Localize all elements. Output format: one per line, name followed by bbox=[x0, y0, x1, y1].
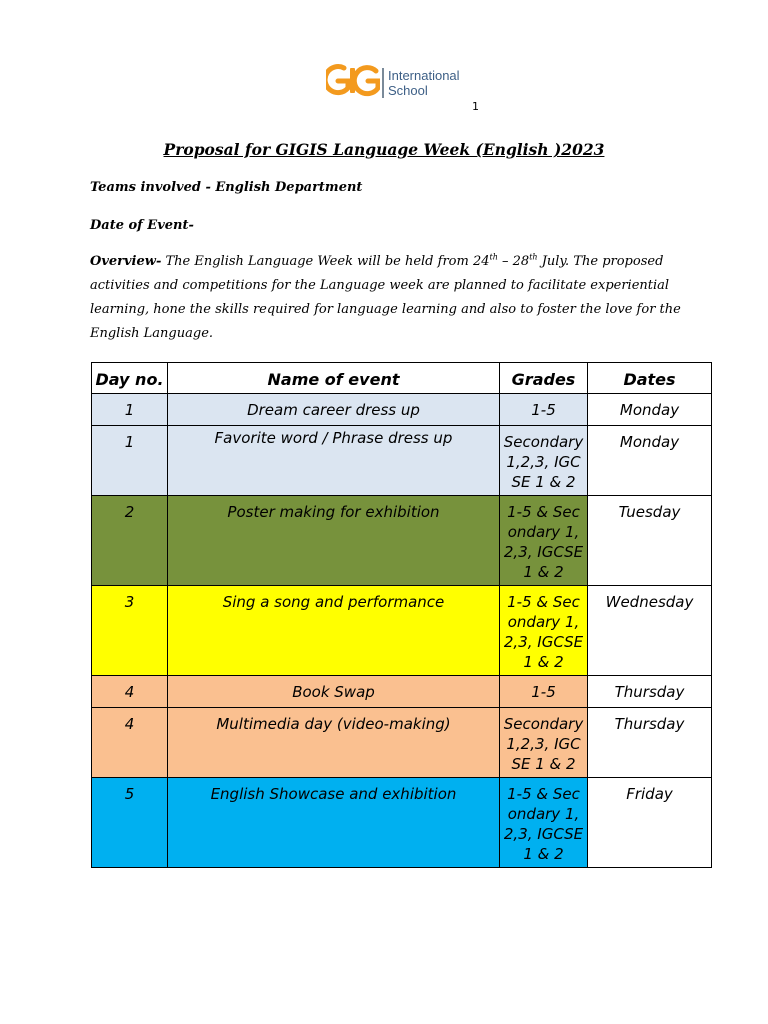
cell-day: 1 bbox=[92, 426, 168, 496]
cell-date: Thursday bbox=[588, 708, 712, 778]
cell-grades: Secondary 1,2,3, IGCSE 1 & 2 bbox=[500, 708, 588, 778]
overview-label: Overview- bbox=[90, 254, 162, 269]
document-title: Proposal for GIGIS Language Week (English )2023 bbox=[163, 140, 605, 159]
table-row bbox=[92, 394, 712, 426]
teams-value: English Department bbox=[210, 180, 363, 195]
overview-sup-1: th bbox=[489, 252, 498, 262]
cell-date: Tuesday bbox=[588, 496, 712, 586]
cell-day: 5 bbox=[92, 778, 168, 868]
cell-day: 1 bbox=[92, 394, 168, 426]
cell-grades: 1-5 & Secondary 1,2,3, IGCSE 1 & 2 bbox=[500, 778, 588, 868]
overview-text-3: July. The proposed activities and competitions for the Language week are planned to facilitate experiential learning, hone the skills required for language learning and also to foster the love for the English Language. bbox=[90, 254, 681, 341]
logo-line-1: International bbox=[388, 68, 460, 83]
overview-text-2: – 28 bbox=[497, 254, 530, 269]
cell-event: Poster making for exhibition bbox=[168, 496, 500, 586]
logo-wordmark bbox=[388, 68, 460, 98]
logo-line-2: School bbox=[388, 83, 428, 98]
logo-divider bbox=[382, 68, 384, 98]
cell-event: Multimedia day (video-making) bbox=[168, 708, 500, 778]
table-row bbox=[92, 426, 712, 496]
cell-event: Dream career dress up bbox=[168, 394, 500, 426]
school-logo bbox=[326, 62, 466, 104]
cell-grades: Secondary 1,2,3, IGCSE 1 & 2 bbox=[500, 426, 588, 496]
cell-grades: 1-5 bbox=[500, 676, 588, 708]
header-name-of-event: Name of event bbox=[168, 363, 500, 394]
cell-day: 3 bbox=[92, 586, 168, 676]
cell-event: English Showcase and exhibition bbox=[168, 778, 500, 868]
cell-event: Favorite word / Phrase dress up bbox=[168, 426, 500, 496]
cell-day: 4 bbox=[92, 708, 168, 778]
cell-event: Book Swap bbox=[168, 676, 500, 708]
teams-involved-line bbox=[90, 180, 362, 195]
cell-date: Monday bbox=[588, 394, 712, 426]
date-of-event-label: Date of Event- bbox=[90, 218, 194, 233]
header-day-no: Day no. bbox=[92, 363, 168, 394]
cell-date: Friday bbox=[588, 778, 712, 868]
cell-grades: 1-5 bbox=[500, 394, 588, 426]
table-row bbox=[92, 496, 712, 586]
table-row bbox=[92, 676, 712, 708]
table-row bbox=[92, 708, 712, 778]
date-of-event-line bbox=[90, 218, 194, 233]
overview-text-1: The English Language Week will be held from 24 bbox=[161, 254, 490, 269]
table-row bbox=[92, 778, 712, 868]
cell-day: 2 bbox=[92, 496, 168, 586]
cell-event: Sing a song and performance bbox=[168, 586, 500, 676]
overview-sup-2: th bbox=[529, 252, 538, 262]
cell-date: Wednesday bbox=[588, 586, 712, 676]
overview-paragraph bbox=[90, 250, 690, 346]
cell-date: Thursday bbox=[588, 676, 712, 708]
header-grades: Grades bbox=[500, 363, 588, 394]
page-number: 1 bbox=[472, 100, 479, 113]
gig-logo-mark-icon bbox=[326, 62, 380, 102]
teams-label: Teams involved - bbox=[90, 180, 211, 195]
cell-grades: 1-5 & Secondary 1,2,3, IGCSE 1 & 2 bbox=[500, 496, 588, 586]
header-dates: Dates bbox=[588, 363, 712, 394]
table-header-row bbox=[92, 363, 712, 394]
cell-day: 4 bbox=[92, 676, 168, 708]
table-row bbox=[92, 586, 712, 676]
cell-date: Monday bbox=[588, 426, 712, 496]
cell-grades: 1-5 & Secondary 1,2,3, IGCSE 1 & 2 bbox=[500, 586, 588, 676]
events-table bbox=[91, 362, 712, 868]
